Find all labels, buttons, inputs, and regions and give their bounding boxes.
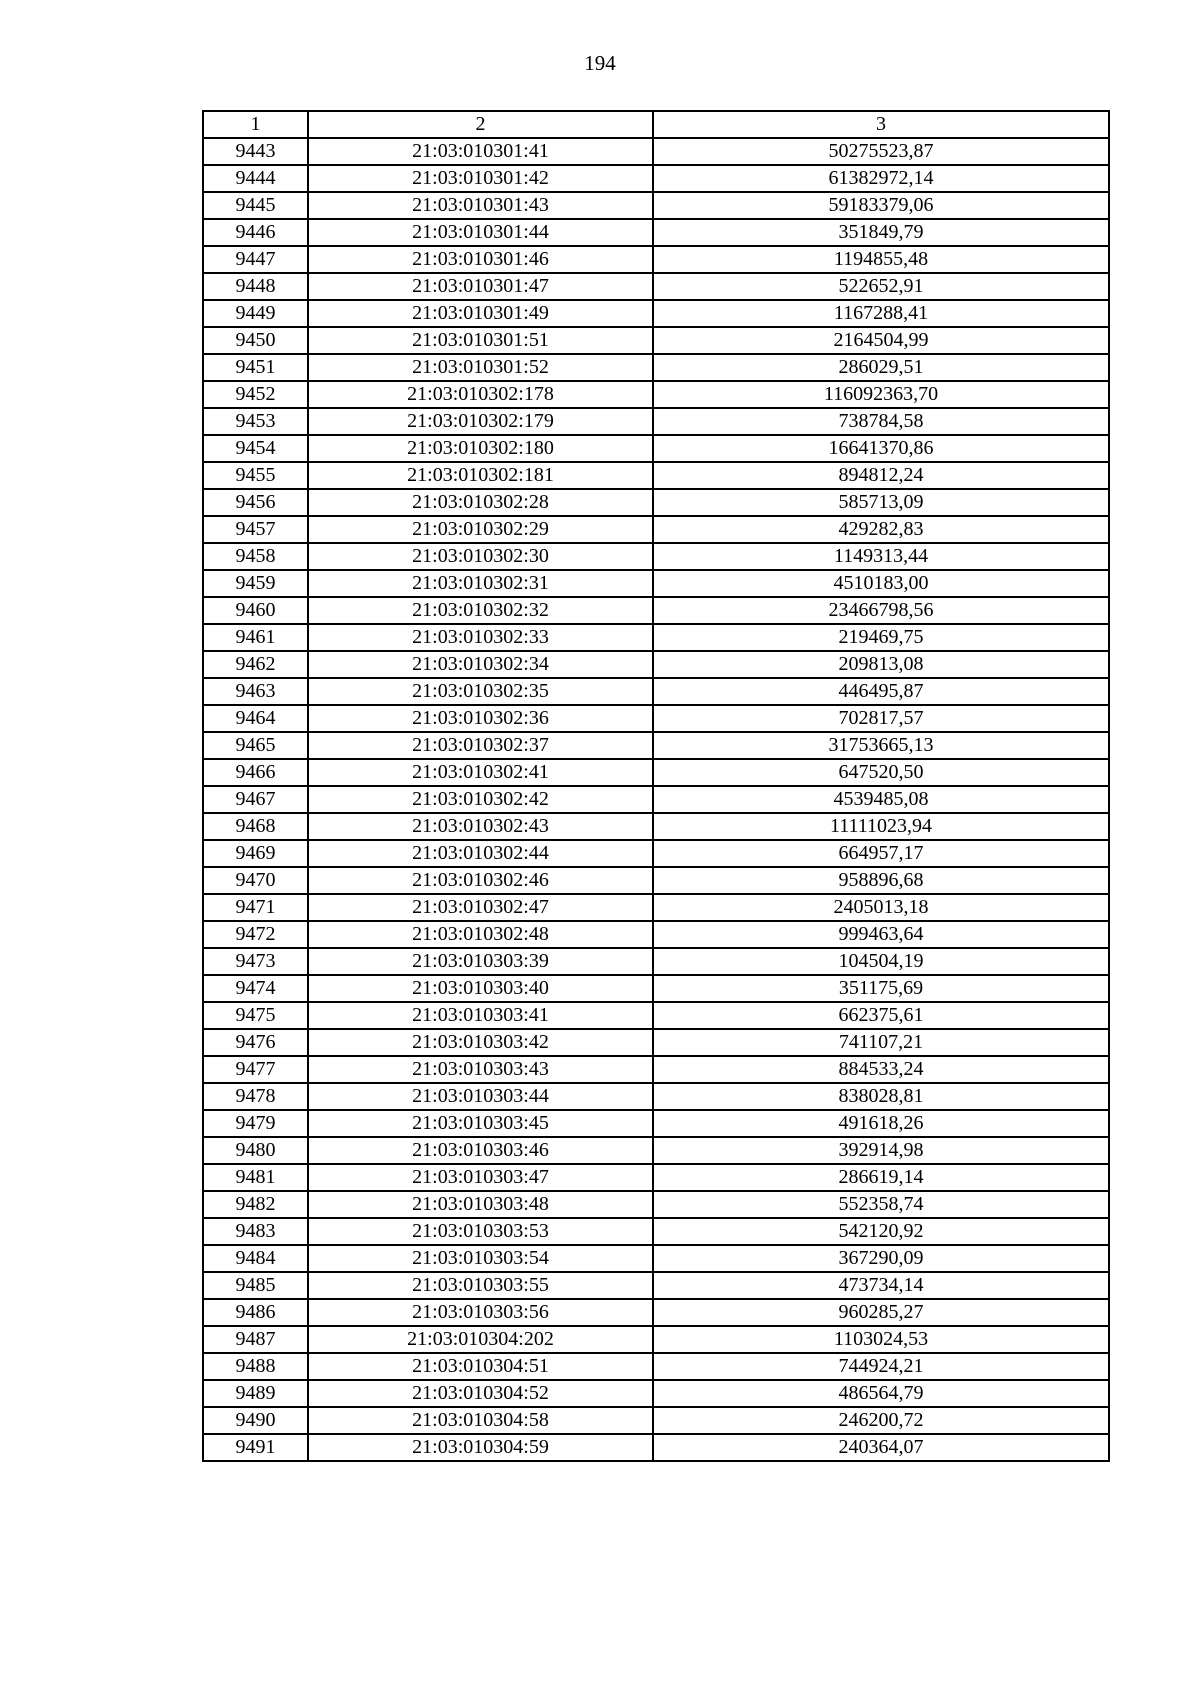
row-number-cell: 9467	[203, 786, 308, 813]
row-number-cell: 9451	[203, 354, 308, 381]
column-header-1: 1	[203, 111, 308, 138]
row-number-cell: 9481	[203, 1164, 308, 1191]
row-number-cell: 9458	[203, 543, 308, 570]
table-row	[203, 759, 1109, 786]
table-row	[203, 1245, 1109, 1272]
table-row	[203, 273, 1109, 300]
row-number-cell: 9459	[203, 570, 308, 597]
row-number-cell: 9468	[203, 813, 308, 840]
value-cell: 446495,87	[653, 678, 1109, 705]
table-row	[203, 624, 1109, 651]
data-table	[202, 110, 1110, 1462]
value-cell: 429282,83	[653, 516, 1109, 543]
value-cell: 4510183,00	[653, 570, 1109, 597]
row-number-cell: 9471	[203, 894, 308, 921]
cadastral-number-cell: 21:03:010301:41	[308, 138, 653, 165]
cadastral-number-cell: 21:03:010304:52	[308, 1380, 653, 1407]
table-row	[203, 435, 1109, 462]
row-number-cell: 9484	[203, 1245, 308, 1272]
row-number-cell: 9455	[203, 462, 308, 489]
cadastral-number-cell: 21:03:010302:48	[308, 921, 653, 948]
row-number-cell: 9478	[203, 1083, 308, 1110]
cadastral-number-cell: 21:03:010302:47	[308, 894, 653, 921]
cadastral-number-cell: 21:03:010302:43	[308, 813, 653, 840]
value-cell: 31753665,13	[653, 732, 1109, 759]
value-cell: 999463,64	[653, 921, 1109, 948]
cadastral-number-cell: 21:03:010302:179	[308, 408, 653, 435]
cadastral-number-cell: 21:03:010302:42	[308, 786, 653, 813]
value-cell: 542120,92	[653, 1218, 1109, 1245]
page-number: 194	[584, 51, 616, 75]
value-cell: 351849,79	[653, 219, 1109, 246]
column-header-3: 3	[653, 111, 1109, 138]
row-number-cell: 9469	[203, 840, 308, 867]
cadastral-number-cell: 21:03:010301:42	[308, 165, 653, 192]
row-number-cell: 9477	[203, 1056, 308, 1083]
cadastral-number-cell: 21:03:010302:46	[308, 867, 653, 894]
cadastral-number-cell: 21:03:010303:40	[308, 975, 653, 1002]
cadastral-number-cell: 21:03:010301:43	[308, 192, 653, 219]
value-cell: 486564,79	[653, 1380, 1109, 1407]
row-number-cell: 9453	[203, 408, 308, 435]
row-number-cell: 9449	[203, 300, 308, 327]
value-cell: 4539485,08	[653, 786, 1109, 813]
row-number-cell: 9460	[203, 597, 308, 624]
value-cell: 50275523,87	[653, 138, 1109, 165]
table-row	[203, 1164, 1109, 1191]
value-cell: 744924,21	[653, 1353, 1109, 1380]
row-number-cell: 9454	[203, 435, 308, 462]
table-row	[203, 192, 1109, 219]
value-cell: 1167288,41	[653, 300, 1109, 327]
value-cell: 286029,51	[653, 354, 1109, 381]
row-number-cell: 9483	[203, 1218, 308, 1245]
value-cell: 286619,14	[653, 1164, 1109, 1191]
row-number-cell: 9488	[203, 1353, 308, 1380]
value-cell: 240364,07	[653, 1434, 1109, 1461]
value-cell: 23466798,56	[653, 597, 1109, 624]
row-number-cell: 9446	[203, 219, 308, 246]
row-number-cell: 9443	[203, 138, 308, 165]
cadastral-number-cell: 21:03:010302:33	[308, 624, 653, 651]
value-cell: 473734,14	[653, 1272, 1109, 1299]
cadastral-number-cell: 21:03:010303:43	[308, 1056, 653, 1083]
row-number-cell: 9445	[203, 192, 308, 219]
value-cell: 960285,27	[653, 1299, 1109, 1326]
table-body	[203, 111, 1109, 1461]
row-number-cell: 9465	[203, 732, 308, 759]
value-cell: 738784,58	[653, 408, 1109, 435]
table-row	[203, 489, 1109, 516]
table-row	[203, 1056, 1109, 1083]
cadastral-number-cell: 21:03:010302:34	[308, 651, 653, 678]
value-cell: 491618,26	[653, 1110, 1109, 1137]
value-cell: 104504,19	[653, 948, 1109, 975]
row-number-cell: 9475	[203, 1002, 308, 1029]
table-row	[203, 813, 1109, 840]
table-row	[203, 1407, 1109, 1434]
value-cell: 219469,75	[653, 624, 1109, 651]
table-row	[203, 462, 1109, 489]
cadastral-number-cell: 21:03:010303:56	[308, 1299, 653, 1326]
cadastral-number-cell: 21:03:010303:44	[308, 1083, 653, 1110]
value-cell: 367290,09	[653, 1245, 1109, 1272]
row-number-cell: 9490	[203, 1407, 308, 1434]
value-cell: 116092363,70	[653, 381, 1109, 408]
row-number-cell: 9482	[203, 1191, 308, 1218]
table-row	[203, 408, 1109, 435]
table-row	[203, 732, 1109, 759]
value-cell: 351175,69	[653, 975, 1109, 1002]
table-header-row	[203, 111, 1109, 138]
cadastral-number-cell: 21:03:010302:31	[308, 570, 653, 597]
table-row	[203, 948, 1109, 975]
cadastral-number-cell: 21:03:010301:49	[308, 300, 653, 327]
cadastral-number-cell: 21:03:010302:178	[308, 381, 653, 408]
cadastral-number-cell: 21:03:010301:46	[308, 246, 653, 273]
row-number-cell: 9461	[203, 624, 308, 651]
value-cell: 662375,61	[653, 1002, 1109, 1029]
cadastral-number-cell: 21:03:010301:52	[308, 354, 653, 381]
table-row	[203, 921, 1109, 948]
row-number-cell: 9485	[203, 1272, 308, 1299]
column-header-2: 2	[308, 111, 653, 138]
table-row	[203, 1218, 1109, 1245]
cadastral-number-cell: 21:03:010302:44	[308, 840, 653, 867]
table-row	[203, 975, 1109, 1002]
table-row	[203, 570, 1109, 597]
cadastral-number-cell: 21:03:010302:28	[308, 489, 653, 516]
value-cell: 1103024,53	[653, 1326, 1109, 1353]
cadastral-number-cell: 21:03:010303:45	[308, 1110, 653, 1137]
table-row	[203, 597, 1109, 624]
value-cell: 894812,24	[653, 462, 1109, 489]
value-cell: 16641370,86	[653, 435, 1109, 462]
row-number-cell: 9466	[203, 759, 308, 786]
cadastral-number-cell: 21:03:010302:32	[308, 597, 653, 624]
row-number-cell: 9457	[203, 516, 308, 543]
value-cell: 958896,68	[653, 867, 1109, 894]
table-row	[203, 786, 1109, 813]
value-cell: 585713,09	[653, 489, 1109, 516]
cadastral-number-cell: 21:03:010303:48	[308, 1191, 653, 1218]
row-number-cell: 9470	[203, 867, 308, 894]
cadastral-number-cell: 21:03:010303:47	[308, 1164, 653, 1191]
value-cell: 392914,98	[653, 1137, 1109, 1164]
table-row	[203, 840, 1109, 867]
value-cell: 647520,50	[653, 759, 1109, 786]
table-row	[203, 516, 1109, 543]
value-cell: 246200,72	[653, 1407, 1109, 1434]
cadastral-number-cell: 21:03:010302:181	[308, 462, 653, 489]
cadastral-number-cell: 21:03:010303:39	[308, 948, 653, 975]
table-row	[203, 1272, 1109, 1299]
table-row	[203, 705, 1109, 732]
cadastral-number-cell: 21:03:010304:202	[308, 1326, 653, 1353]
cadastral-number-cell: 21:03:010303:46	[308, 1137, 653, 1164]
row-number-cell: 9456	[203, 489, 308, 516]
table-row	[203, 543, 1109, 570]
cadastral-number-cell: 21:03:010304:58	[308, 1407, 653, 1434]
cadastral-number-cell: 21:03:010303:41	[308, 1002, 653, 1029]
table-row	[203, 1326, 1109, 1353]
value-cell: 1194855,48	[653, 246, 1109, 273]
value-cell: 2164504,99	[653, 327, 1109, 354]
table-row	[203, 219, 1109, 246]
table-row	[203, 354, 1109, 381]
table-row	[203, 1029, 1109, 1056]
value-cell: 61382972,14	[653, 165, 1109, 192]
value-cell: 838028,81	[653, 1083, 1109, 1110]
table-row	[203, 1002, 1109, 1029]
table-row	[203, 327, 1109, 354]
cadastral-number-cell: 21:03:010301:44	[308, 219, 653, 246]
row-number-cell: 9473	[203, 948, 308, 975]
row-number-cell: 9486	[203, 1299, 308, 1326]
row-number-cell: 9476	[203, 1029, 308, 1056]
row-number-cell: 9448	[203, 273, 308, 300]
cadastral-number-cell: 21:03:010302:41	[308, 759, 653, 786]
table-row	[203, 1110, 1109, 1137]
cadastral-number-cell: 21:03:010303:54	[308, 1245, 653, 1272]
row-number-cell: 9463	[203, 678, 308, 705]
table-row	[203, 1137, 1109, 1164]
row-number-cell: 9444	[203, 165, 308, 192]
cadastral-number-cell: 21:03:010303:55	[308, 1272, 653, 1299]
row-number-cell: 9480	[203, 1137, 308, 1164]
row-number-cell: 9452	[203, 381, 308, 408]
cadastral-number-cell: 21:03:010304:59	[308, 1434, 653, 1461]
cadastral-number-cell: 21:03:010302:29	[308, 516, 653, 543]
table-row	[203, 894, 1109, 921]
row-number-cell: 9462	[203, 651, 308, 678]
cadastral-number-cell: 21:03:010302:180	[308, 435, 653, 462]
row-number-cell: 9447	[203, 246, 308, 273]
row-number-cell: 9479	[203, 1110, 308, 1137]
row-number-cell: 9487	[203, 1326, 308, 1353]
value-cell: 209813,08	[653, 651, 1109, 678]
table-row	[203, 1191, 1109, 1218]
value-cell: 741107,21	[653, 1029, 1109, 1056]
cadastral-number-cell: 21:03:010303:42	[308, 1029, 653, 1056]
table-row	[203, 300, 1109, 327]
table-row	[203, 1434, 1109, 1461]
table-row	[203, 381, 1109, 408]
table-row	[203, 678, 1109, 705]
cadastral-number-cell: 21:03:010303:53	[308, 1218, 653, 1245]
row-number-cell: 9450	[203, 327, 308, 354]
table-row	[203, 1353, 1109, 1380]
row-number-cell: 9472	[203, 921, 308, 948]
row-number-cell: 9489	[203, 1380, 308, 1407]
cadastral-number-cell: 21:03:010302:37	[308, 732, 653, 759]
value-cell: 884533,24	[653, 1056, 1109, 1083]
value-cell: 2405013,18	[653, 894, 1109, 921]
cadastral-number-cell: 21:03:010302:35	[308, 678, 653, 705]
table-row	[203, 1083, 1109, 1110]
cadastral-number-cell: 21:03:010302:30	[308, 543, 653, 570]
cadastral-number-cell: 21:03:010302:36	[308, 705, 653, 732]
row-number-cell: 9464	[203, 705, 308, 732]
value-cell: 664957,17	[653, 840, 1109, 867]
value-cell: 1149313,44	[653, 543, 1109, 570]
cadastral-number-cell: 21:03:010301:51	[308, 327, 653, 354]
table-row	[203, 138, 1109, 165]
table-row	[203, 165, 1109, 192]
table-row	[203, 1299, 1109, 1326]
value-cell: 552358,74	[653, 1191, 1109, 1218]
value-cell: 59183379,06	[653, 192, 1109, 219]
table-row	[203, 867, 1109, 894]
row-number-cell: 9491	[203, 1434, 308, 1461]
value-cell: 11111023,94	[653, 813, 1109, 840]
table-row	[203, 246, 1109, 273]
cadastral-number-cell: 21:03:010304:51	[308, 1353, 653, 1380]
row-number-cell: 9474	[203, 975, 308, 1002]
table-row	[203, 651, 1109, 678]
value-cell: 522652,91	[653, 273, 1109, 300]
cadastral-number-cell: 21:03:010301:47	[308, 273, 653, 300]
table-row	[203, 1380, 1109, 1407]
value-cell: 702817,57	[653, 705, 1109, 732]
